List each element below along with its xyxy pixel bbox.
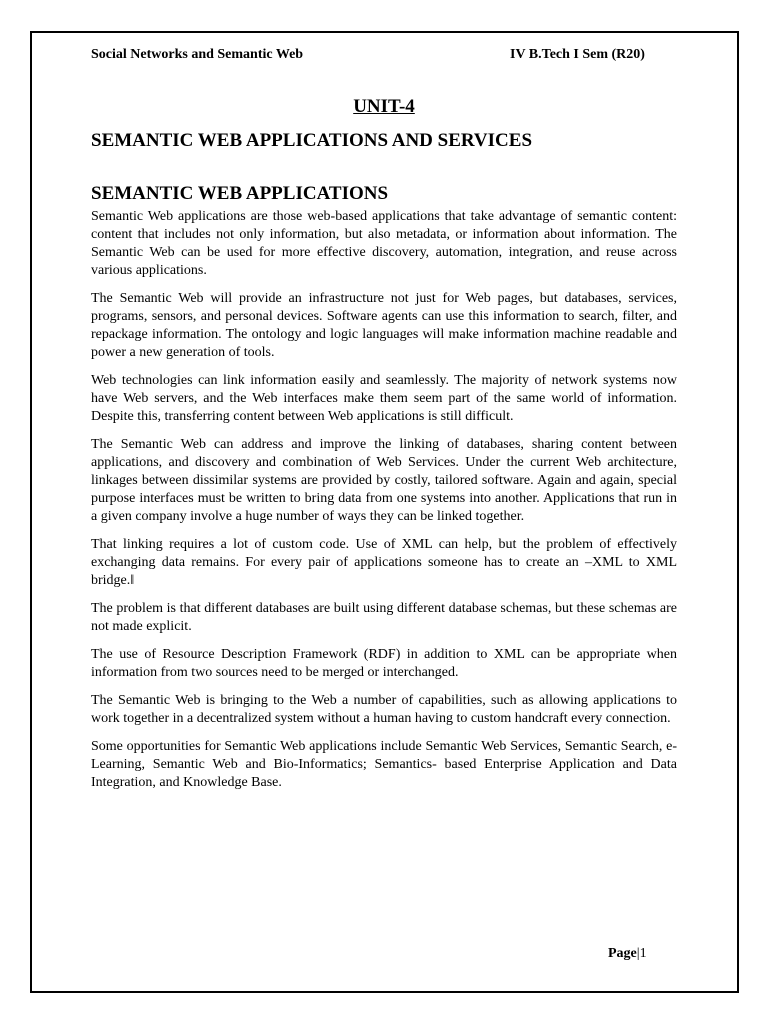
page-number: 1 — [639, 946, 647, 961]
section-title: SEMANTIC WEB APPLICATIONS AND SERVICES — [91, 130, 533, 151]
page-separator: | — [636, 946, 640, 961]
paragraph: That linking requires a lot of custom code. Use of XML can help, but the problem of effectively exchanging data remains. For every pair of applications someone has to create an –XML to XML bridge.‖ — [91, 537, 677, 588]
unit-title: UNIT-4 — [353, 96, 415, 117]
paragraph: The Semantic Web will provide an infrastructure not just for Web pages, but databases, services, programs, sensors, and personal devices. Software agents can use this information to search, filter, and repackage information. The ontology and logic languages will make information machine readable and power a new generation of tools. — [91, 291, 677, 360]
page-footer — [608, 945, 647, 963]
header-course-title: Social Networks and Semantic Web — [91, 47, 304, 62]
paragraph: Web technologies can link information easily and seamlessly. The majority of network systems now have Web servers, and the Web interfaces make them seem part of the same world of information. Despite this, transferring content between Web applications is still difficult. — [91, 373, 677, 424]
paragraph: The Semantic Web can address and improve the linking of databases, sharing content between applications, and discovery and combination of Web Services. Under the current Web architecture, linkages between dissimilar systems are provided by costly, tailored software. Again and again, special purpose interfaces must be written to bring data from one systems into another. Applications that run in a given company involve a huge number of ways they can be linked together. — [91, 437, 677, 524]
paragraph: The problem is that different databases are built using different database schemas, but these schemas are not made explicit. — [91, 601, 677, 634]
body-text — [91, 208, 677, 802]
page-label: Page — [608, 946, 637, 961]
paragraph: Some opportunities for Semantic Web applications include Semantic Web Services, Semantic Search, e-Learning, Semantic Web and Bio-Informatics; Semantics- based Enterprise Application and Data Integration, and Knowledge Base. — [91, 739, 677, 790]
paragraph: The use of Resource Description Framework (RDF) in addition to XML can be appropriate when information from two sources need to be merged or interchanged. — [91, 647, 677, 680]
paragraph: Semantic Web applications are those web-based applications that take advantage of semantic content: content that includes not only information, but also metadata, or information about information. The Semantic Web can be used for more effective discovery, automation, integration, and reuse across various applications. — [91, 209, 677, 278]
subsection-title: SEMANTIC WEB APPLICATIONS — [91, 183, 389, 204]
paragraph: The Semantic Web is bringing to the Web a number of capabilities, such as allowing applications to work together in a decentralized system without a human having to custom handcraft every connection. — [91, 693, 677, 726]
header-semester: IV B.Tech I Sem (R20) — [510, 47, 645, 62]
